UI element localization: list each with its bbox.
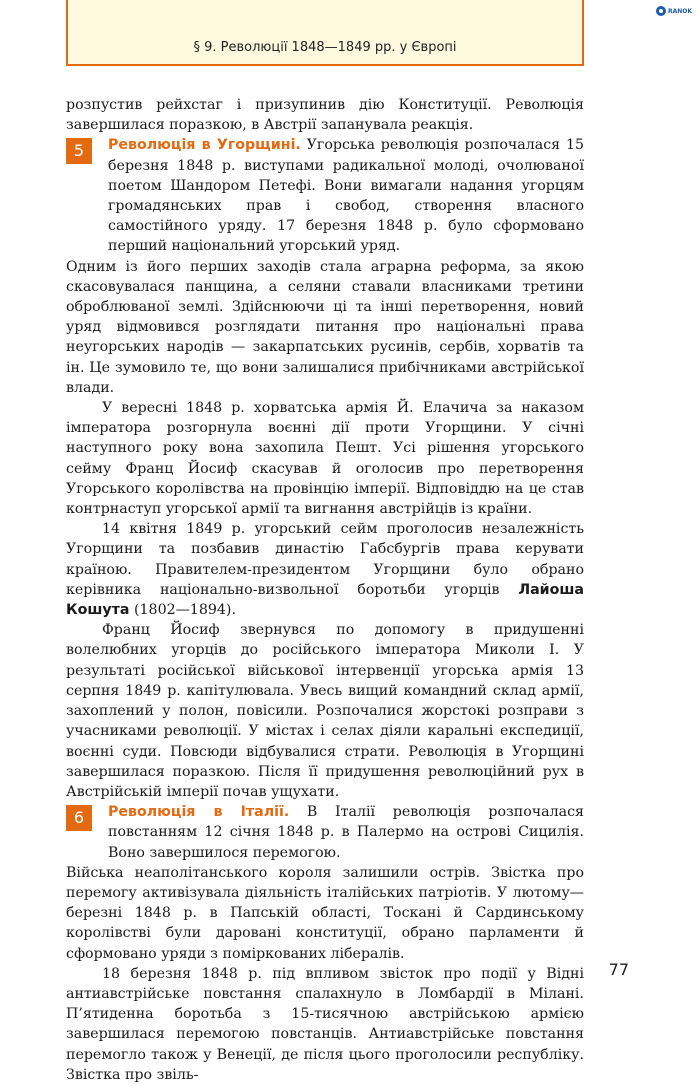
section-6-paragraph-1 [108, 802, 584, 863]
section-6 [66, 802, 584, 863]
section-5-paragraph-4: Франц Йосиф звернувся по допомогу в придушенні волелюбних угорців до російського імператора Миколи І. У результаті російської військової інтервенції угорська армія 13 серпня 1849 р. капітулювала. Увесь вищий командний склад армії, захоплений у полон, повісили. Розпочалися жорстокі розправи з учасниками революції. У містах і селах діяли каральні експедиції, воєнні суди. Повсюди відбувалися страти. Революція в Угорщині завершилася поразкою. Після її придушення революційний рух в Австрійській імперії почав ущухати. [66, 622, 584, 800]
section-5 [66, 135, 584, 256]
chapter-header [66, 0, 584, 66]
section-6-paragraph-2: 18 березня 1848 р. під впливом звісток про події у Відні антиавстрійське повстання спалахнуло в Ломбардії в Мілані. П’ятиденна боротьба з 15-тисячною австрійською армією завершилася перемогою повстанців. Антиавстрійське повстання перемогло також у Венеції, де після цього проголосили республіку. Звістка про звіль- [66, 965, 584, 1083]
section-heading: Революція в Італії. [108, 804, 290, 821]
chapter-title: § 9. Революції 1848—1849 рр. у Європі [193, 40, 457, 55]
paragraph-text: (1802—1894). [129, 602, 236, 619]
section-heading: Революція в Угорщині. [108, 137, 301, 154]
section-text: В Італії революція розпочалася повстанням 12 січня 1848 р. в Палермо на острові Сицилія. Воно завершилося перемогою. [108, 804, 584, 861]
section-number-badge: 6 [66, 805, 92, 831]
section-5-paragraph-1 [108, 135, 584, 256]
highlighted-name: Лайоша Кошута [66, 581, 584, 619]
page-body [66, 95, 584, 1085]
section-text: Угорська революція розпочалася 15 березня 1848 р. виступами радикальної молоді, очолюваної поетом Шандором Петефі. Вони вимагали надання угорцям громадянських прав і свобод, створення власного самостійного уряду. 17 березня 1848 р. було сформовано перший національний угорський уряд. [108, 137, 584, 255]
section-5-paragraph-3 [66, 519, 584, 620]
section-5-paragraph-2: У вересні 1848 р. хорватська армія Й. Елачича за наказом імператора розгорнула воєнні дії проти Угорщини. У січні наступного року вона захопила Пешт. Усі рішення угорського сейму Франц Йосиф скасував й оголосив про перетворення Угорського королівства на провінцію імперії. Відповіддю на це став контрнаступ угорської армії та вигнання австрійців із країни. [66, 400, 584, 518]
section-number-badge: 5 [66, 138, 92, 164]
logo-text: RANOK [667, 7, 692, 15]
intro-paragraph: розпустив рейхстаг і призупинив дію Конституції. Революція завершилася поразкою, в Австрії запанувала реакція. [66, 97, 584, 134]
section-5-paragraph-1-cont: Одним із його перших заходів стала аграрна реформа, за якою скасовувалася панщина, а селяни ставали власниками третини оброблюваної землі. Здійснюючи ці та інші перетворення, новий уряд відмовився розглядати питання про національні права неугорських народів — закарпатських русинів, сербів, хорватів та ін. Це зумовило те, що вони залишалися прибічниками австрійської влади. [66, 258, 584, 396]
publisher-logo [656, 4, 692, 18]
paragraph-text: 14 квітня 1849 р. угорський сейм проголосив незалежність Угорщини та позбавив династію Габсбургів права керувати країною. Правителем-президентом Угорщини було обрано керівника національно-визвольної боротьби угорців [66, 521, 584, 598]
section-6-paragraph-1-cont: Війська неаполітанського короля залишили острів. Звістка про перемогу активізувала діяльність італійських патріотів. У лютому—березні 1848 р. в Папській області, Тоскані й Сардинському королівстві були даровані конституції, обрано парламенти й сформовано уряди з поміркованих лібералів. [66, 864, 584, 962]
logo-icon [656, 6, 666, 16]
page-number: 77 [608, 960, 629, 979]
